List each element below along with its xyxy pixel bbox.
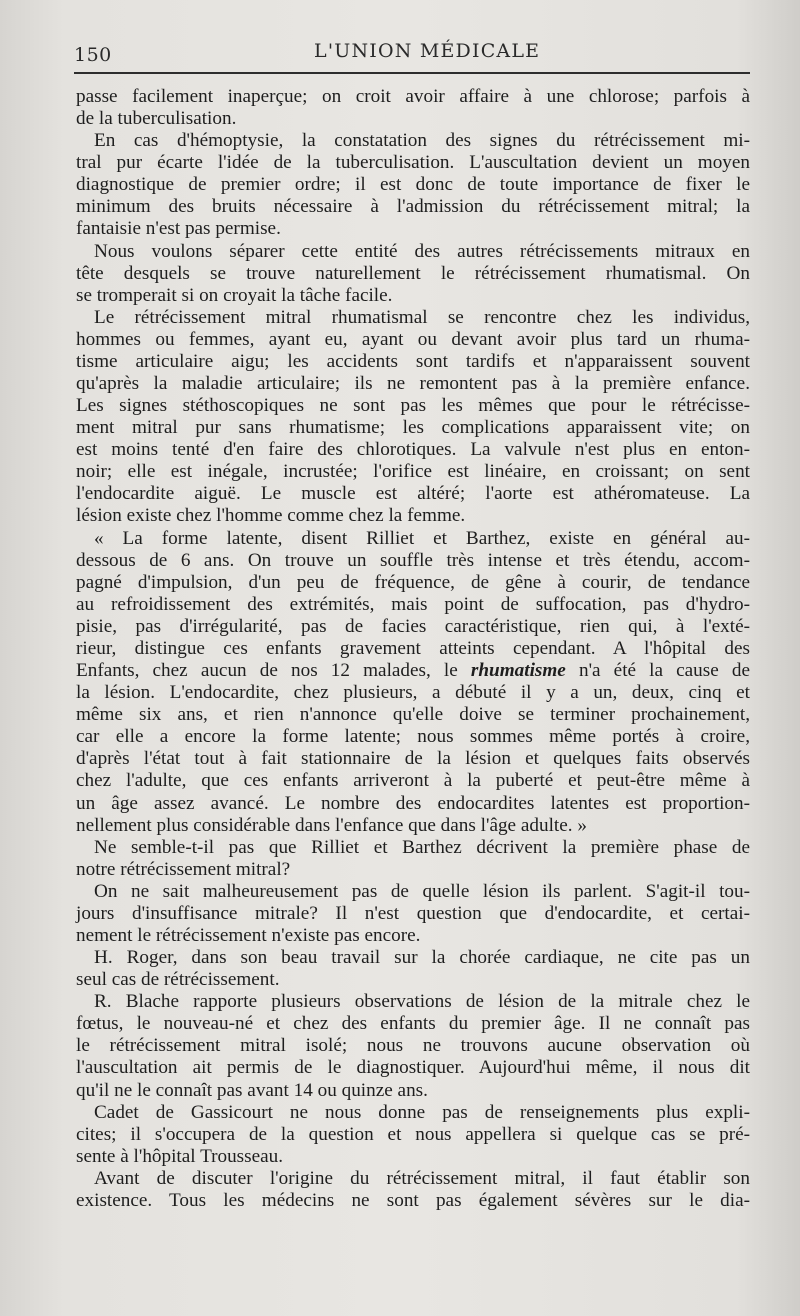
text-line: rieur, distingue ces enfants gravement atteints cependant. A l'hôpital des	[76, 637, 750, 659]
text-line: sente à l'hôpital Trousseau.	[76, 1145, 284, 1167]
text-line: Cadet de Gassicourt ne nous donne pas de renseignements plus expli-	[94, 1101, 750, 1123]
text-line: On ne sait malheureusement pas de quelle lésion ils parlent. S'agit-il tou-	[94, 880, 750, 902]
text-line: fœtus, le nouveau-né et chez des enfants du premier âge. Il ne connaît pas	[76, 1013, 750, 1035]
text-line: tral pur écarte l'idée de la tuberculisation. L'auscultation devient un moyen	[76, 152, 750, 174]
text-line: seul cas de rétrécissement.	[76, 969, 280, 991]
running-title: L'UNION MÉDICALE	[314, 40, 541, 62]
text-line: l'auscultation ait permis de le diagnostiquer. Aujourd'hui même, il nous dit	[76, 1057, 750, 1079]
text-line	[76, 660, 750, 682]
text-segment: n'a été la cause de	[578, 660, 751, 682]
text-line: au refroidissement des extrémités, mais point de suffocation, pas d'hydro-	[76, 593, 750, 615]
text-line: l'endocardite aiguë. Le muscle est altéré; l'aorte est athéromateuse. La	[76, 483, 750, 505]
text-line: diagnostique de premier ordre; il est donc de toute importance de fixer le	[76, 174, 750, 196]
text-line: tisme articulaire aigu; les accidents sont tardifs et n'apparaissent souvent	[76, 350, 750, 372]
text-line: ment mitral pur sans rhumatisme; les complications apparaissent vite; on	[76, 417, 750, 439]
text-line: R. Blache rapporte plusieurs observations de lésion de la mitrale chez le	[94, 991, 750, 1013]
text-line: cites; il s'occupera de la question et nous appellera si quelque cas se pré-	[76, 1123, 750, 1145]
text-line: qu'il ne le connaît pas avant 14 ou quinze ans.	[76, 1079, 428, 1101]
text-line: noir; elle est inégale, incrustée; l'orifice est linéaire, en croissant; on sent	[76, 461, 750, 483]
text-line: de la tuberculisation.	[76, 108, 237, 130]
text-line: nement le rétrécissement n'existe pas encore.	[76, 924, 421, 946]
text-line: existence. Tous les médecins ne sont pas également sévères sur le dia-	[76, 1189, 750, 1211]
text-line: Nous voulons séparer cette entité des autres rétrécissements mitraux en	[94, 240, 750, 262]
text-line: dessous de 6 ans. On trouve un souffle très intense et très étendu, accom-	[76, 549, 750, 571]
page-header	[74, 34, 750, 74]
text-line: tête desquels se trouve naturellement le rétrécissement rhumatismal. On	[76, 262, 750, 284]
page-number: 150	[74, 44, 112, 66]
text-line: notre rétrécissement mitral?	[76, 858, 291, 880]
text-line: fantaisie n'est pas permise.	[76, 218, 281, 240]
text-line: chez l'adulte, que ces enfants arriveront à la puberté et peut-être même à	[76, 770, 750, 792]
text-line: se tromperait si on croyait la tâche facile.	[76, 284, 393, 306]
text-line: le rétrécissement mitral isolé; nous ne trouvons aucune observation où	[76, 1035, 750, 1057]
text-line: passe facilement inaperçue; on croit avoir affaire à une chlorose; parfois à	[76, 86, 750, 107]
body-text	[76, 86, 750, 1212]
text-line: minimum des bruits nécessaire à l'admission du rétrécissement mitral; la	[76, 196, 750, 218]
text-line: jours d'insuffisance mitrale? Il n'est question que d'endocardite, et certai-	[76, 902, 750, 924]
text-line: Les signes stéthoscopiques ne sont pas les mêmes que pour le rétrécisse-	[76, 395, 750, 417]
text-line: hommes ou femmes, ayant eu, ayant ou devant avoir plus tard un rhuma-	[76, 328, 750, 350]
text-line: un âge assez avancé. Le nombre des endocardites latentes est proportion-	[76, 792, 750, 814]
text-line: lésion existe chez l'homme comme chez la femme.	[76, 505, 466, 527]
text-line: nellement plus considérable dans l'enfance que dans l'âge adulte. »	[76, 814, 587, 836]
text-line: est moins tenté d'en faire des chlorotiques. La valvule n'est plus en enton-	[76, 439, 750, 461]
text-line: qu'après la maladie articulaire; ils ne remontent pas à la première enfance.	[76, 373, 750, 395]
text-line: d'après l'état tout à fait stationnaire de la lésion et quelques faits observés	[76, 748, 750, 770]
header-rule	[74, 72, 750, 74]
text-line: Ne semble-t-il pas que Rilliet et Barthez décrivent la première phase de	[94, 836, 750, 858]
text-line: même six ans, et rien n'annonce qu'elle doive se terminer prochainement,	[76, 704, 750, 726]
text-segment: Enfants, chez aucun de nos 12 malades, le	[76, 660, 458, 682]
italic-word: rhumatisme	[470, 660, 566, 682]
text-line: la lésion. L'endocardite, chez plusieurs, a débuté il y a un, deux, cinq et	[76, 682, 750, 704]
text-line: pagné d'impulsion, d'un peu de fréquence, de gêne à courir, de tendance	[76, 571, 750, 593]
text-line: En cas d'hémoptysie, la constatation des signes du rétrécissement mi-	[94, 130, 750, 152]
text-line: H. Roger, dans son beau travail sur la chorée cardiaque, ne cite pas un	[94, 947, 750, 969]
text-line: Le rétrécissement mitral rhumatismal se rencontre chez les individus,	[94, 306, 750, 328]
text-line: car elle a encore la forme latente; nous sommes même portés à croire,	[76, 726, 750, 748]
text-line: Avant de discuter l'origine du rétrécissement mitral, il faut établir son	[94, 1167, 750, 1189]
text-line: « La forme latente, disent Rilliet et Barthez, existe en général au-	[94, 527, 750, 549]
text-line: pisie, pas d'irrégularité, pas de facies caractéristique, rien qui, à l'exté-	[76, 615, 750, 637]
